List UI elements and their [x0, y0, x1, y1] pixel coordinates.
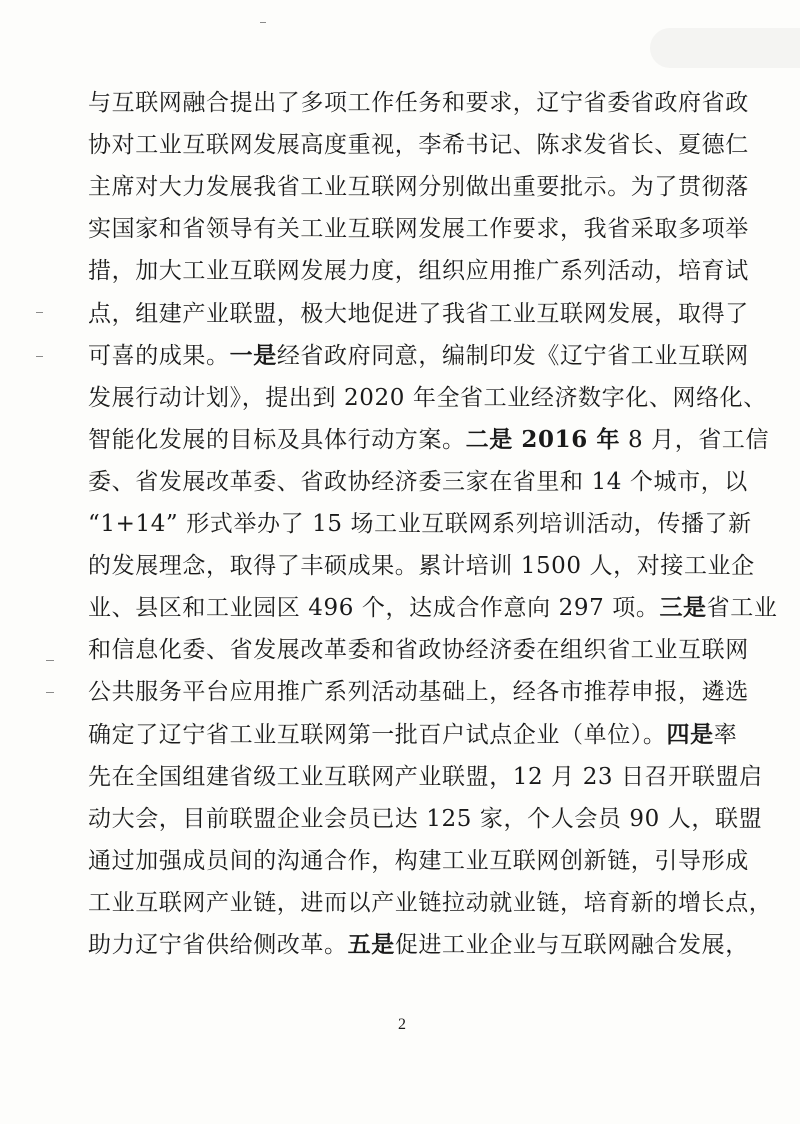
text-run: 确定了辽宁省工业互联网第一批百户试点企业（单位）。	[88, 721, 667, 748]
text-line	[88, 299, 749, 329]
text-line	[88, 256, 749, 286]
text-run: 先在全国组建省级工业互联网产业联盟，12 月 23 日召开联盟启	[88, 763, 763, 790]
text-run: 实国家和省领导有关工业互联网发展工作要求，我省采取多项举	[88, 216, 749, 243]
text-line	[88, 88, 749, 118]
text-run: 促进工业企业与互联网融合发展，	[394, 932, 749, 958]
text-run: 智能化发展的目标及具体行动方案。	[88, 426, 466, 453]
text-line	[88, 383, 767, 413]
text-line	[88, 467, 748, 497]
text-run: 动大会，目前联盟企业会员已达 125 家，个人会员 90 人，联盟	[88, 805, 763, 832]
text-run: 经省政府同意，编制印发《辽宁省工业互联网	[276, 342, 749, 369]
text-run: 委、省发展改革委、省政协经济委三家在省里和 14 个城市，以	[88, 468, 748, 495]
text-line	[88, 846, 749, 876]
text-run: 率	[713, 721, 738, 748]
text-run: 助力辽宁省供给侧改革。	[88, 932, 348, 958]
text-run: 可喜的成果。	[88, 342, 230, 369]
scan-mark	[36, 356, 43, 357]
scan-mark	[46, 660, 54, 661]
text-run: “1+14” 形式举办了 15 场工业互联网系列培训活动，传播了新	[88, 511, 752, 537]
text-run: 工业互联网产业链，进而以产业链拉动就业链，培育新的增长点，	[88, 889, 773, 916]
text-line	[88, 804, 762, 834]
text-line	[88, 762, 763, 792]
scan-mark	[260, 22, 266, 23]
text-run: 与互联网融合提出了多项工作任务和要求，辽宁省委省政府省政	[88, 90, 749, 116]
text-run: 发展行动计划》，提出到 2020 年全省工业经济数字化、网络化、	[88, 384, 767, 411]
text-run: 点，组建产业联盟，极大地促进了我省工业互联网发展，取得了	[88, 300, 749, 327]
text-line	[88, 341, 749, 371]
text-line	[88, 720, 737, 750]
text-line	[88, 593, 777, 623]
text-run: 的发展理念，取得了丰硕成果。累计培训 1500 人，对接工业企	[88, 553, 755, 580]
bold-run: 三是	[659, 594, 707, 622]
bold-run: 一是	[229, 341, 277, 369]
scan-mark	[46, 692, 54, 693]
text-line	[88, 888, 772, 918]
text-line	[88, 130, 749, 160]
text-run: 通过加强成员间的沟通合作，构建工业互联网创新链，引导形成	[88, 847, 749, 874]
text-line	[88, 509, 752, 539]
text-run: 措，加大工业互联网发展力度，组织应用推广系列活动，培育试	[88, 258, 749, 285]
text-run: 业、县区和工业园区 496 个，达成合作意向 297 项。	[88, 595, 660, 622]
text-run: 主席对大力发展我省工业互联网分别做出重要批示。为了贯彻落	[88, 174, 749, 201]
text-line	[88, 214, 749, 244]
text-line	[88, 425, 769, 455]
bold-run: 四是	[666, 720, 714, 748]
text-run: 协对工业互联网发展高度重视，李希书记、陈求发省长、夏德仁	[88, 132, 749, 159]
text-line	[88, 635, 749, 665]
scan-glare	[650, 28, 800, 68]
text-line	[88, 930, 749, 960]
text-run: 8 月，省工信	[620, 426, 770, 453]
text-line	[88, 551, 755, 581]
text-line	[88, 172, 749, 202]
bold-run: 二是 2016 年	[465, 425, 621, 453]
page-number: 2	[398, 1016, 406, 1033]
text-line	[88, 677, 749, 707]
text-run: 省工业	[706, 595, 778, 622]
text-run: 公共服务平台应用推广系列活动基础上，经各市推荐申报，遴选	[88, 679, 749, 706]
text-run: 和信息化委、省发展改革委和省政协经济委在组织省工业互联网	[88, 637, 749, 664]
scan-mark	[36, 312, 43, 313]
bold-run: 五是	[347, 931, 395, 958]
